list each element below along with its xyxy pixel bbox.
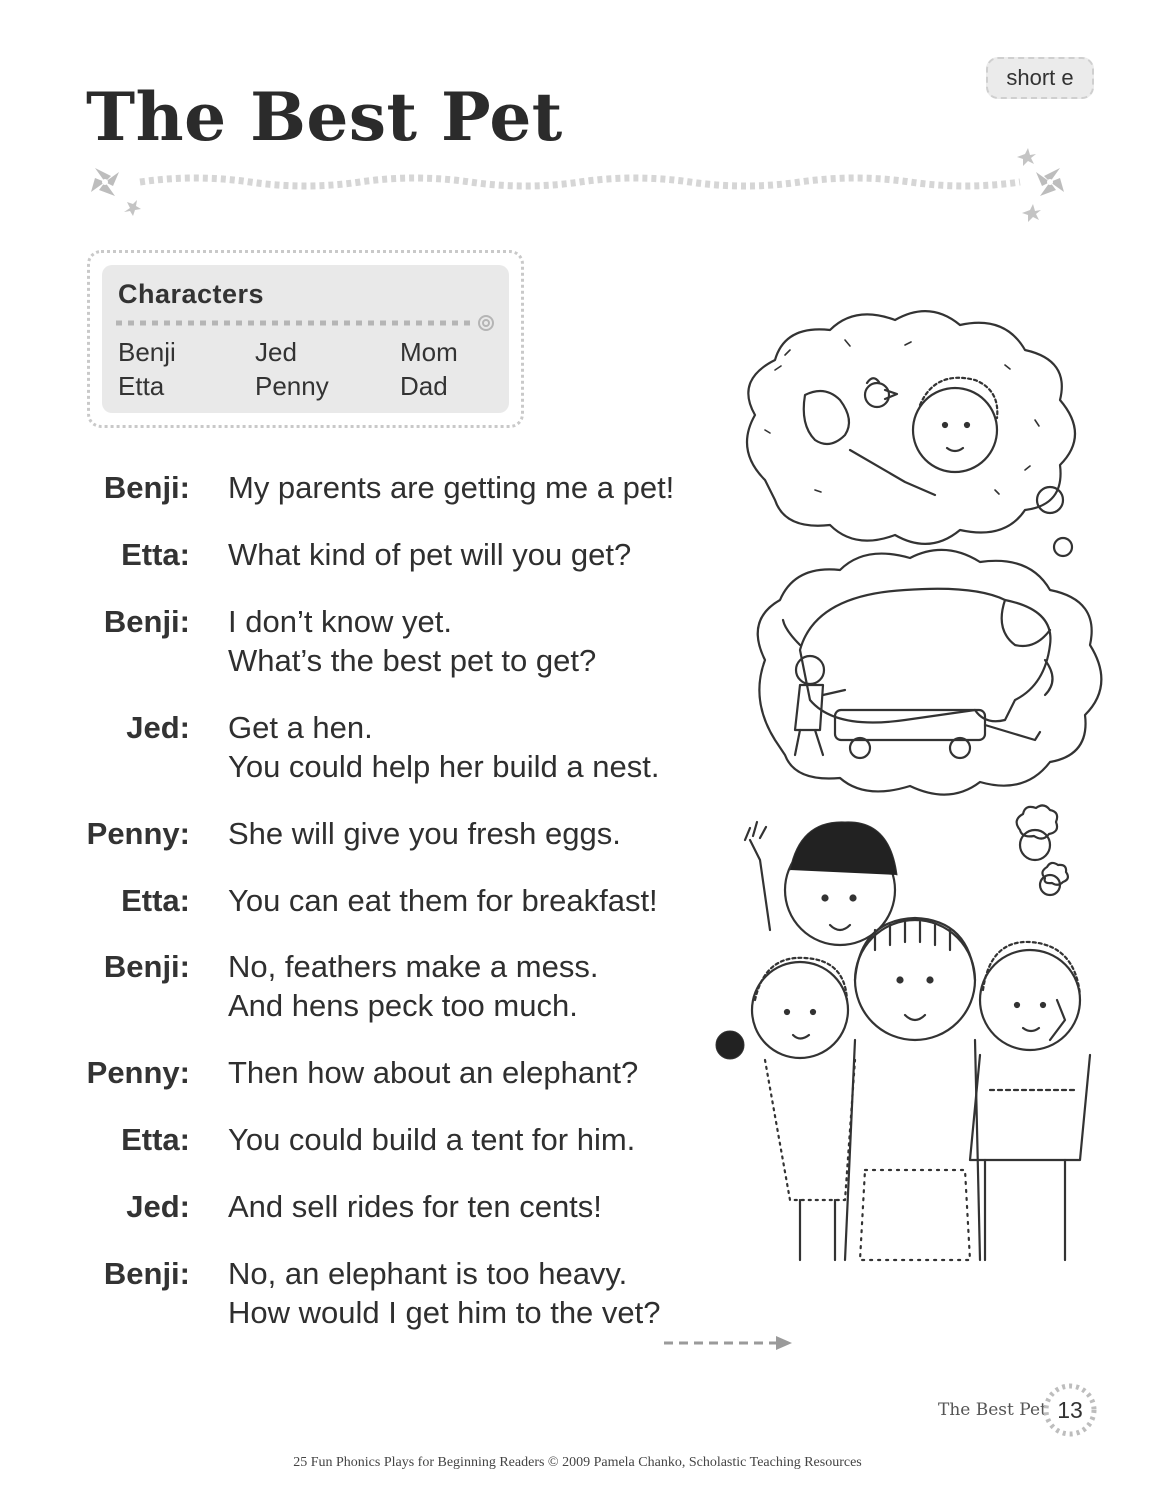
dialogue-text (228, 947, 598, 1025)
dialogue-line-text: What’s the best pet to get? (228, 643, 597, 678)
speaker-label: Etta: (121, 1122, 190, 1157)
dialogue-text (228, 1053, 638, 1092)
character-name: Penny (255, 371, 329, 401)
speaker-label: Benji: (103, 949, 190, 984)
speaker-label: Jed: (126, 710, 190, 745)
illustration (705, 300, 1125, 1280)
dialogue-line-text: My parents are getting me a pet! (228, 470, 675, 505)
dialogue-text (228, 708, 659, 786)
dialogue-line-text: Get a hen. (228, 710, 373, 745)
dialogue-line-text: You could build a tent for him. (228, 1122, 636, 1157)
pinwheel-left-icon (91, 168, 119, 196)
character-name: Dad (400, 371, 448, 401)
boy-waving (745, 822, 897, 945)
hen-figure (804, 378, 897, 444)
decorative-divider (85, 146, 1075, 226)
dialogue-line-text: You can eat them for breakfast! (228, 883, 658, 918)
dialogue-line-text: No, an elephant is too heavy. (228, 1256, 628, 1291)
speaker-label: Etta: (121, 883, 190, 918)
dialogue-text (228, 814, 621, 853)
dialogue-line-text: No, feathers make a mess. (228, 949, 599, 984)
wagon-figure (835, 710, 1040, 758)
footer-play-title: The Best Pet (938, 1400, 1047, 1420)
character-name: Mom (400, 337, 458, 367)
dialogue-text (228, 1187, 602, 1226)
speaker-label: Benji: (103, 470, 190, 505)
girl-left-pigtails (716, 958, 855, 1260)
dialogue-line-text: I don’t know yet. (228, 604, 453, 639)
dialogue-text (228, 535, 631, 574)
boy-figure-in-bubble (850, 378, 997, 495)
speaker-label: Penny: (86, 1055, 190, 1090)
phonics-tag-label: short e (1006, 65, 1074, 90)
dialogue-text (228, 1120, 635, 1159)
elephant-figure (783, 589, 1053, 723)
dialogue-line-text: Then how about an elephant? (228, 1055, 639, 1090)
dialogue-line-text: And sell rides for ten cents! (228, 1189, 602, 1224)
dialogue-line-text: She will give you fresh eggs. (228, 816, 621, 851)
characters-heading: Characters (118, 279, 265, 309)
flower-icon (479, 316, 493, 330)
page-title: The Best Pet (86, 78, 563, 156)
next-page-arrow-icon (664, 1333, 794, 1353)
speaker-label: Jed: (126, 1189, 190, 1224)
dialogue-text (228, 468, 674, 507)
pinwheel-right-icon (1036, 168, 1064, 196)
small-star-left-icon (124, 200, 141, 216)
characters-rule (116, 313, 496, 333)
speaker-label: Benji: (103, 1256, 190, 1291)
page-number-badge (1040, 1380, 1100, 1440)
small-star-top-right-icon (1017, 148, 1036, 166)
speaker-label: Penny: (86, 816, 190, 851)
speaker-label: Etta: (121, 537, 190, 572)
boy-right-thinking (970, 942, 1090, 1260)
speaker-label: Benji: (103, 604, 190, 639)
character-name: Jed (255, 337, 297, 367)
characters-panel (102, 265, 509, 413)
dialogue-text (228, 1254, 661, 1332)
dialogue-line-text: How would I get him to the vet? (228, 1295, 661, 1330)
phonics-tag (986, 57, 1094, 99)
dialogue-text (228, 602, 596, 680)
character-name: Etta (118, 371, 165, 401)
cloud-puff-icons (1017, 805, 1068, 884)
character-name: Benji (118, 337, 176, 367)
thought-bubble-hen (747, 311, 1075, 556)
small-star-bottom-right-icon (1022, 204, 1041, 222)
kids-group (716, 822, 1090, 1260)
characters-box (87, 250, 524, 428)
dialogue-line-text: You could help her build a nest. (228, 749, 660, 784)
dialogue-line-text: And hens peck too much. (228, 988, 578, 1023)
copyright-credit: 25 Fun Phonics Plays for Beginning Readers © 2009 Pamela Chanko, Scholastic Teaching Resources (293, 1455, 862, 1470)
dialogue-text (228, 881, 658, 920)
girl-center (845, 918, 980, 1260)
dialogue-line-text: What kind of pet will you get? (228, 537, 632, 572)
page-number: 13 (1057, 1396, 1083, 1423)
